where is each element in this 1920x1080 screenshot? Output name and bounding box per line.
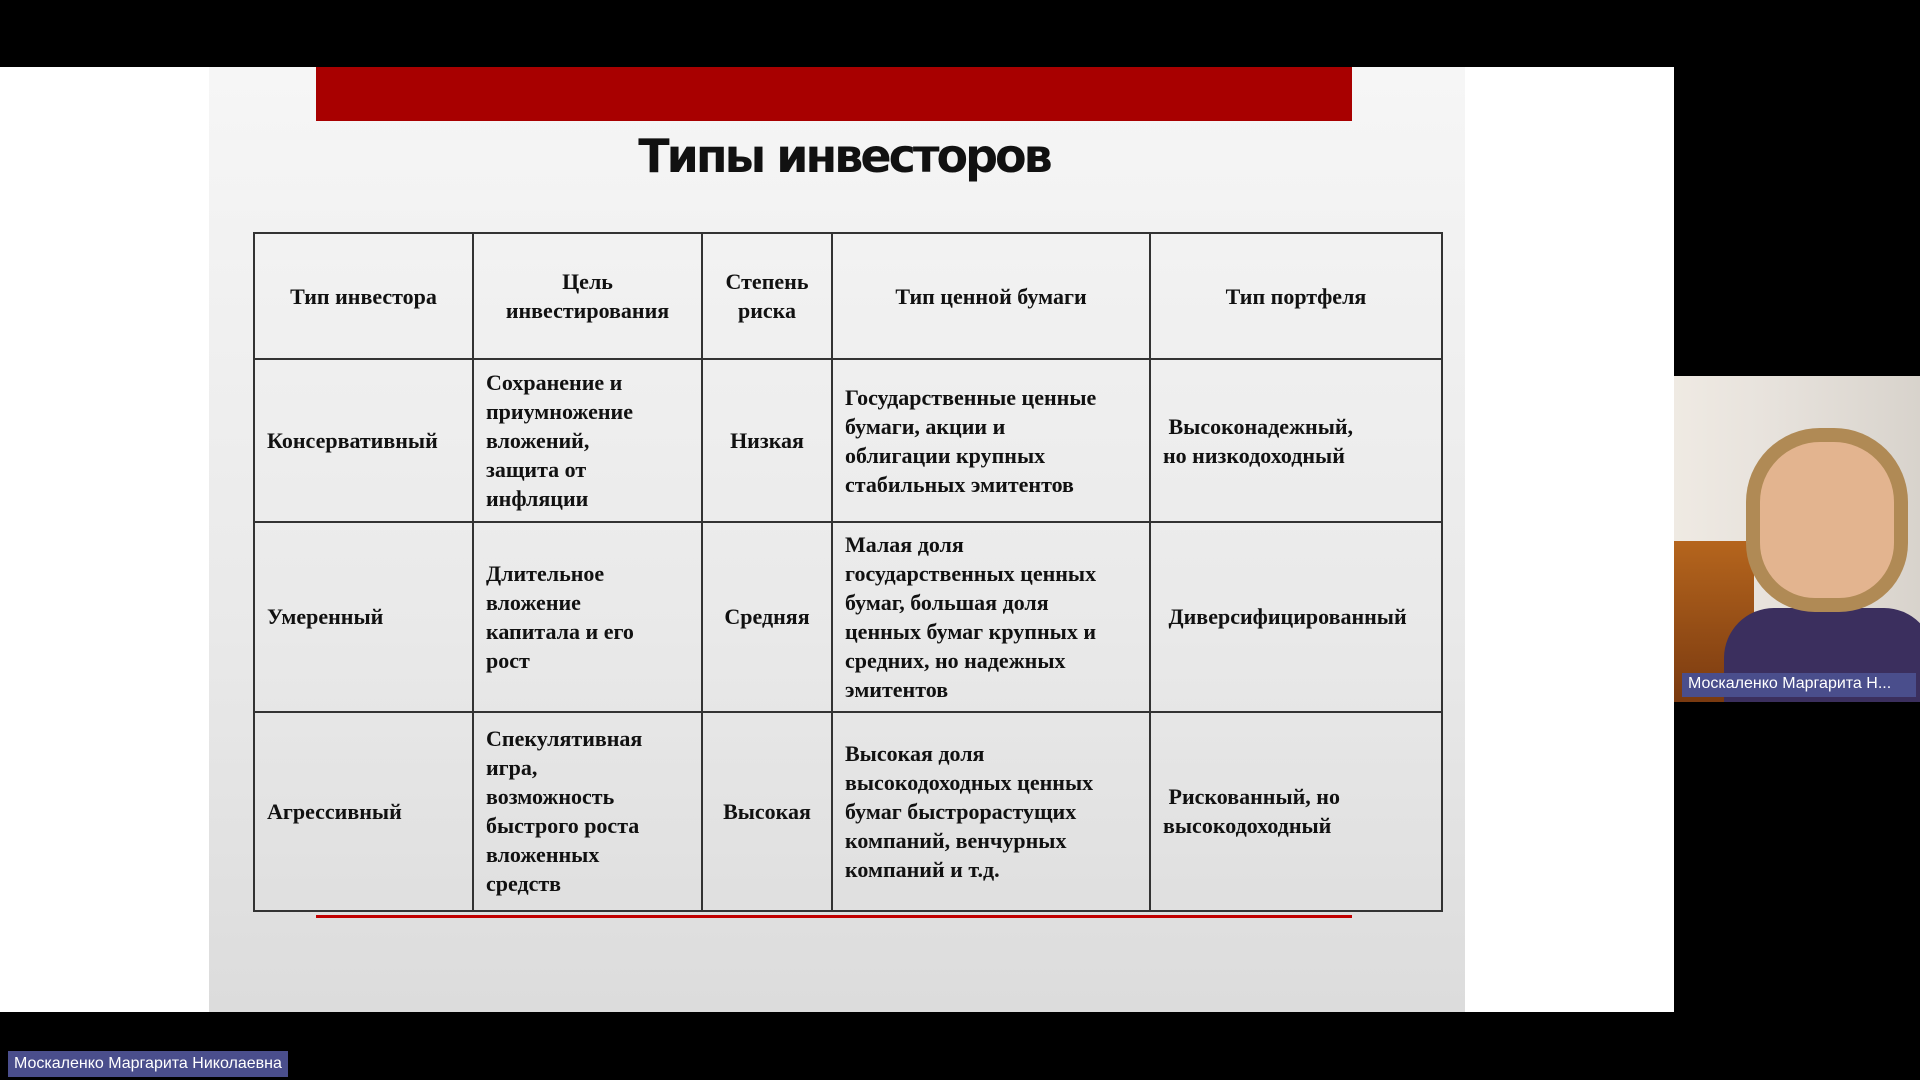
header-investor-type: Тип инвестора (254, 233, 473, 359)
header-security-type: Тип ценной бумаги (832, 233, 1150, 359)
cell-portfolio-type: Высоконадежный, но низкодоходный (1150, 359, 1442, 522)
cell-investment-goal: Сохранение и приумножение вложений, защита от инфляции (473, 359, 702, 522)
cell-portfolio-type: Рискованный, но высокодоходный (1150, 712, 1442, 911)
cell-investment-goal: Спекулятивная игра, возможность быстрого роста вложенных средств (473, 712, 702, 911)
webcam-person-head (1760, 442, 1894, 598)
presenter-name-tag: Москаленко Маргарита Николаевна (8, 1051, 288, 1077)
cell-investment-goal: Длительное вложение капитала и его рост (473, 522, 702, 711)
cell-portfolio-type: Диверсифицированный (1150, 522, 1442, 711)
cell-risk-level: Средняя (702, 522, 832, 711)
header-risk-level: Степень риска (702, 233, 832, 359)
investor-types-table (253, 232, 1443, 912)
header-investment-goal: Цель инвестирования (473, 233, 702, 359)
header-portfolio-type: Тип портфеля (1150, 233, 1442, 359)
cell-security-type: Малая доля государственных ценных бумаг, большая доля ценных бумаг крупных и средних, но надежных эмитентов (832, 522, 1150, 711)
slide-footer-line (316, 915, 1352, 918)
cell-investor-type: Консервативный (254, 359, 473, 522)
cell-investor-type: Агрессивный (254, 712, 473, 911)
participant-video-tile[interactable] (1674, 376, 1920, 702)
cell-investor-type: Умеренный (254, 522, 473, 711)
participant-name-tag: Москаленко Маргарита Н... (1682, 673, 1916, 697)
cell-risk-level: Низкая (702, 359, 832, 522)
presentation-slide (209, 67, 1465, 1012)
table-row (254, 712, 1442, 911)
table-row (254, 522, 1442, 711)
cell-risk-level: Высокая (702, 712, 832, 911)
table-header-row (254, 233, 1442, 359)
cell-security-type: Государственные ценные бумаги, акции и облигации крупных стабильных эмитентов (832, 359, 1150, 522)
table-row (254, 359, 1442, 522)
slide-header-bar (316, 67, 1352, 121)
cell-security-type: Высокая доля высокодоходных ценных бумаг быстрорастущих компаний, венчурных компаний и т.д. (832, 712, 1150, 911)
slide-title: Типы инвесторов (638, 129, 1050, 183)
